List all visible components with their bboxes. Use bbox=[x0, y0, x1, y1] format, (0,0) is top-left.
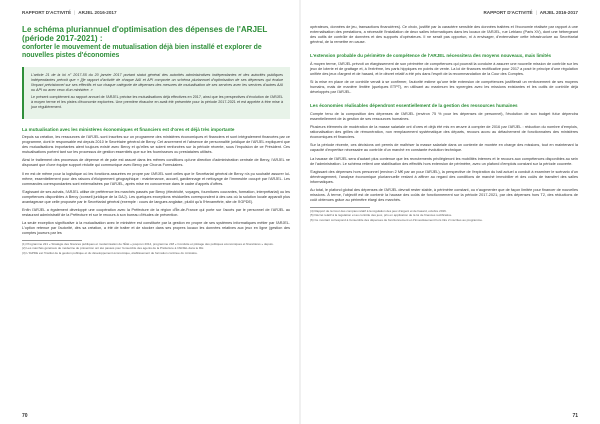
section-heading: Les économies réalisables dépendront essentiellement de la gestion des ressources humaines bbox=[310, 103, 518, 109]
footnote: (4) Rapport de la Cour des comptes relatif à la régulation des jeux d'argent et de hasard, octobre 2016. bbox=[310, 208, 447, 213]
body-paragraph: opérateurs, données de jeu, transactions financières). Ce choix, justifié par la caractère sensible des données traitées et l'économie réalisée par rapport à une externalisation des prestations, a nécessité l'installation de deux salles informatiques dans les locaux de l'ARJEL, rue Leblanc (Paris XV), dont une hébergeant des outils de contrôle de données et des supports d'opérateurs. Il ne serait pas opportun, ni à envisager, d'externaliser cette infrastructure au Secrétariat général, de la remettre en cause. bbox=[310, 25, 578, 45]
body-paragraph: Ainsi le traitement des processus de dépense et de paie est assuré dans les mêmes conditions qu'une direction d'administration centrale de Bercy, l'ARJEL ne disposant que d'une équipe support réduite qui communique avec Bercy par Chorus Formulaires. bbox=[22, 158, 290, 168]
header-separator: | bbox=[74, 9, 76, 15]
header-edition: ARJEL 2016-2017 bbox=[78, 9, 117, 15]
page-number: 70 bbox=[22, 413, 28, 419]
header-section: RAPPORT D'ACTIVITÉ bbox=[22, 9, 72, 15]
footnote: (3) L'IGPDE est l'Institut de la gestion publique et du développement économique, établissement de formation continue du ministère. bbox=[22, 250, 198, 255]
body-paragraph: La hausse de l'ARJEL sera d'autant plus contenue que les recrutements privilégieront les mobilités internes et le recours aux compétences disponibles au sein de l'administration. Le schéma retient une stabilisation des effectifs hors extension de périmètre, avec un plafond d'emplois constant sur la période couverte. bbox=[310, 156, 578, 166]
intro-box bbox=[22, 67, 290, 119]
footnote: (1) Programme 221 « Stratégie des finances publiques et modernisation de l'État » jusqu'en 2014, programme 218 « Conduite et pilotage des politiques économiques et financières » depuis. bbox=[22, 241, 274, 246]
footnote: (2) Les marchés généraux de médecine de prévention ont été passés pour l'ensemble des agents de la Préfecture à l'ARJEL dans le RH. bbox=[22, 246, 205, 251]
header-section: RAPPORT D'ACTIVITÉ bbox=[483, 9, 533, 15]
body-paragraph: Sur la période récente, ces décisions ont permis de maîtriser la masse salariale dans un contexte de montée en charge des missions, tout en maintenant la capacité d'expertise nécessaire au contrôle d'un marché en constante évolution technique. bbox=[310, 143, 578, 153]
body-paragraph: Plusieurs éléments de modération de la masse salariale ont d'ores et déjà été mis en œuvre à compter de 2016 par l'ARJEL : réduction du nombre d'emplois, rationalisation des grilles de rémunération, non remplacement systématique des départs, recours accru au détachement de fonctionnaires des ministères économiques et financiers. bbox=[310, 124, 578, 140]
right-body-b bbox=[310, 112, 578, 204]
page-subtitle: conforter le mouvement de mutualisation déjà bien installé et explorer de nouvelles pistes d'économies bbox=[22, 44, 262, 60]
page-title: Le schéma pluriannuel d'optimisation des dépenses de l'ARJEL (période 2017-2021) : bbox=[22, 25, 268, 44]
right-page bbox=[300, 0, 600, 424]
body-paragraph: À moyen terme, l'ARJEL prévoit un élargissement de son périmètre de compétences qui pourrait la conduire à assurer une nouvelle mission de contrôle sur les jeux de loterie et de grattage et, à l'extrême, les paris hippiques en points de vente. La loi de finances rectificative pour 2017 a posé le principe d'une régulation unifiée des jeux d'argent et de hasard, et le décret relatif a été pris dans l'esprit de la recommandation de la Cour des Comptes. bbox=[310, 61, 578, 76]
left-body bbox=[22, 135, 290, 236]
footnotes bbox=[310, 210, 578, 223]
body-paragraph: La seule exception significative à la mutualisation avec le ministère est constituée par la gestion en propre de ses systèmes informatiques métier par l'ARJEL. L'option retenue par l'autorité, dès sa création, a été de traiter et de stocker dans ses propres locaux les données relatives aux jeux en ligne (gestion des comptes joueurs par les bbox=[22, 221, 290, 236]
header-separator: | bbox=[535, 9, 537, 15]
body-paragraph: Depuis sa création, les ressources de l'ARJEL sont inscrites sur un programme des ministères économiques et financiers et sont intégralement financées par ce programme, dont le responsable est depuis 2010 le Secrétaire général de Bercy. Cet ancrement et l'absence de personnalité juridique de l'ARJEL expliquent que des mutualisations importantes aient toujours existé avec Bercy et qu'elles se soient renforcées sur la période récente, sous l'impulsion de ce Président. Ces mutualisations portent tant sur les processus de gestion essentiels que sur les fournisseurs ou prestataires utilisés. bbox=[22, 135, 290, 155]
body-paragraph: Il en est de même pour la logistique où les fonctions assurées en propre par l'ARJEL sont celles que le Secrétariat général de Bercy n'a pu souhaité assurer lui-même, essentiellement pour des raisons d'éloignement géographique : maintenance, accueil, gardiennage et nettoyage de l'immeuble occupé par l'ARJEL. Les commandes correspondantes sont externalisées par l'ARJEL, après mise en concurrence dans le cadre d'appels d'offres. bbox=[22, 171, 290, 186]
right-body-intro bbox=[310, 25, 578, 45]
body-paragraph: S'agissant des dépenses hors personnel (environ 2 M€ par an pour l'ARJEL), la perspective de l'expiration du bail actuel a conduit à examiner le scénario d'un déménagement, l'analyse économique pluriannuelle restant à affiner au regard des conditions de marché immobilier et des coûts de transfert des salles informatiques. bbox=[310, 169, 578, 184]
body-paragraph: Si la mise en place de ce contrôle venait à se confirmer, l'autorité estime qu'une telle extension de compétences justifierait un renforcement de ses moyens humains, mais de manière limitée (quelques ETPT), en utilisant au maximum les synergies avec les missions existantes et les outils de contrôle déjà développés par l'ARJEL. bbox=[310, 80, 578, 95]
running-header-left bbox=[22, 8, 290, 16]
intro-box-paragraph: L'article 21 de la loi n° 2017-55 du 20 janvier 2017 portant statut général des autorités administratives indépendantes et des autorités publiques indépendantes prévoit que « [l]e rapport d'activité de chaque AAI et API comporte un schéma pluriannuel d'optimisation de ses dépenses qui évalue l'impact prévisionnel sur ses effectifs et sur chaque catégorie de dépenses des mesures de mutualisation de ses services avec les services d'autres AAI ou API ou avec ceux d'un ministère. » bbox=[31, 73, 283, 92]
body-paragraph: Compte tenu de la composition des dépenses de l'ARJEL (environ 75 % pour les dépenses de personnel), l'évolution de son budget futur dépendra essentiellement de la gestion de ses ressources humaines. bbox=[310, 111, 578, 121]
footnote: (5) Décret relatif à la régulation et au contrôle des jeux, pris en application de la loi de finances rectificative. bbox=[310, 213, 453, 218]
footnote-rule bbox=[310, 207, 370, 208]
section-heading: L'extension probable du périmètre de compétence de l'ARJEL nécessitera des moyens nouveaux, mais limités bbox=[310, 53, 552, 59]
body-paragraph: Enfin l'ARJEL a également développé une coopération avec la Préfecture de la région d'Île-de-France qui porte sur l'accès par le personnel de l'ARJEL au restaurant administratif de la Préfecture et sur le recours à son bureau d'études de prévention. bbox=[22, 208, 290, 218]
footnote-rule bbox=[22, 240, 82, 241]
page-number: 71 bbox=[572, 413, 578, 419]
header-edition: ARJEL 2016-2017 bbox=[539, 9, 578, 15]
right-body-a bbox=[310, 62, 578, 95]
footnote: (6) Ce montant correspond à l'ensemble des dépenses de fonctionnement et d'investissement hors titre 2 inscrites au programme. bbox=[310, 217, 483, 222]
section-heading: La mutualisation avec les ministères économiques et financiers est d'ores et déjà très importante bbox=[22, 126, 235, 132]
running-header-right bbox=[310, 8, 578, 16]
body-paragraph: S'agissant de ses achats, l'ARJEL utilise de préférence les marchés passés par Bercy (électricité, voyages, fournitures courantes, formation, interprétariat) ou les compétences disponibles à Bercy (conseil juridique de la DAJ). Les quelques exceptions résiduelles correspondent à des cas où la solution locale apparaît plus avantageuse que celle proposée par le Secrétariat général (exemple : cours de langues anglaise, plutôt qu'à l'Hexamétrie, site de l'IGPDE). bbox=[22, 189, 290, 204]
body-paragraph: Au total, le plafond global des dépenses de l'ARJEL devrait rester stable, à périmètre constant, ou n'augmenter que de façon limitée pour financer de nouvelles missions. À terme, l'objectif est de contenir la hausse des coûts de fonctionnement sur la période 2017-2021, par des dépenses hors T2, des réductions de coût obtenues grâce au périmètre élargi des marchés. bbox=[310, 188, 578, 203]
intro-box-paragraph: Le présent complément au rapport annuel de l'ARJEL précise les mutualisations déjà effectives en 2017, ainsi que les perspectives d'évolution de l'ARJEL à moyen terme et les pistes d'économie explorées. Une première ébauche en avait été présentée pour la période 2017-2021 et est appelée à être mise à jour régulièrement. bbox=[31, 95, 283, 109]
footnotes bbox=[22, 243, 290, 256]
